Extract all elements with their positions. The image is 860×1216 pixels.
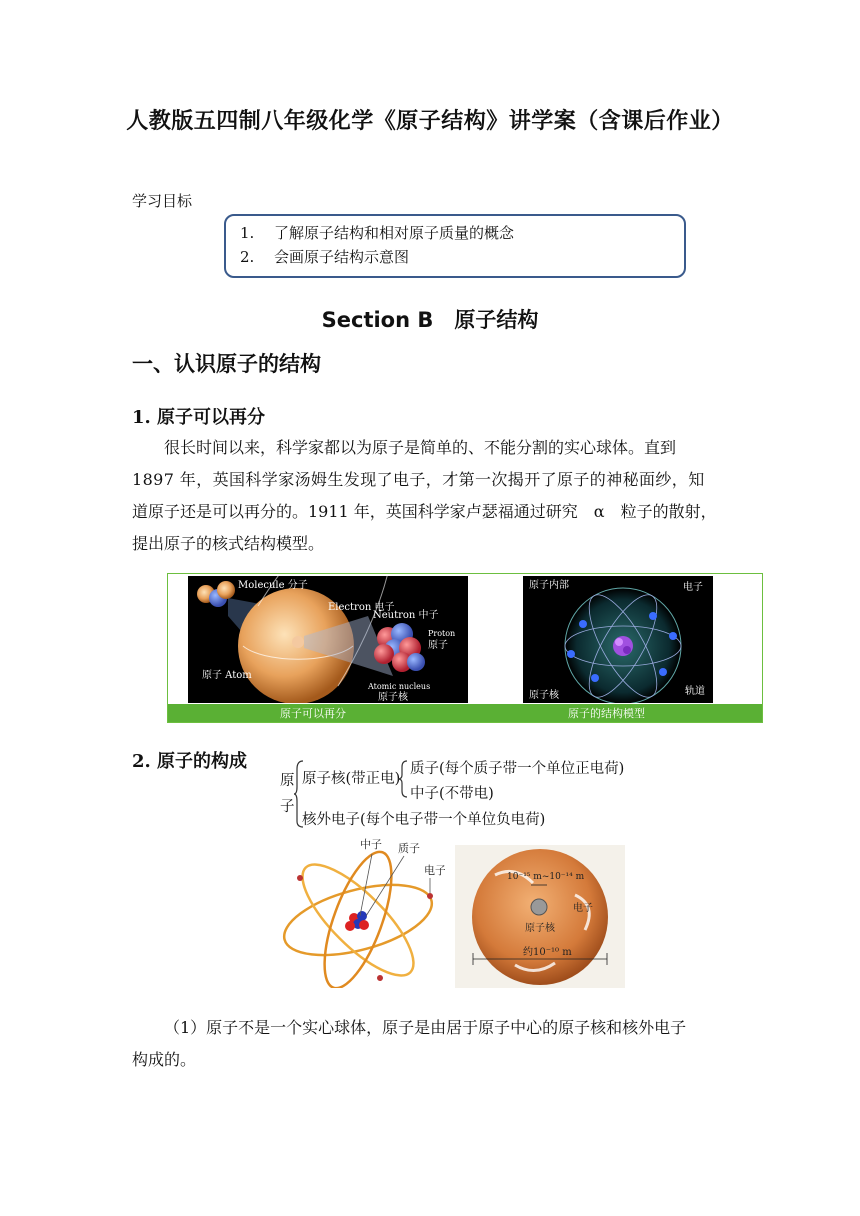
objective-item: 2. 会画原子结构示意图 (240, 248, 410, 266)
nucleus-label: Atomic nucleus (368, 682, 431, 691)
paragraph-2: （1）原子不是一个实心球体，原子是由居于原子中心的原子核和核外电子 构成的。 (132, 1018, 687, 1069)
atom-composition-scheme (280, 757, 660, 837)
neutron-label: Neutron 中子 (373, 610, 439, 621)
section-title: Section B 原子结构 (321, 308, 539, 332)
neutron-label: 中子 (360, 838, 382, 851)
objective-item: 1. 了解原子结构和相对原子质量的概念 (240, 224, 515, 242)
heading-1: 一、认识原子的结构 (132, 351, 321, 376)
brace-icon (398, 759, 408, 799)
nucleus-cn-label: 原子核 (378, 692, 408, 703)
molecule-label: Molecule 分子 (238, 580, 308, 591)
electron-label: 电子 (424, 864, 445, 877)
proton-cn-label: 原子 (428, 640, 448, 651)
scheme-root-bottom: 子 (280, 799, 295, 815)
scheme-nucleus: 原子核(带正电) (302, 771, 401, 787)
atom-label: 原子 Atom (202, 670, 252, 681)
electron-label: 电子 (573, 903, 593, 914)
figure-left-panel (188, 576, 468, 703)
electron-label: Electron 电子 (328, 602, 395, 613)
caption-left: 原子可以再分 (280, 707, 346, 720)
scheme-electron: 核外电子(每个电子带一个单位负电荷) (302, 812, 546, 828)
objectives-label: 学习目标 (132, 192, 193, 210)
caption-right: 原子的结构模型 (568, 707, 645, 720)
atom-illustration (188, 576, 468, 703)
scheme-neutron: 中子(不带电) (410, 786, 494, 802)
figure-atom-size (455, 845, 625, 988)
diameter-label: 约10⁻¹⁰ m (523, 947, 572, 958)
nucleus-label: 原子核 (529, 690, 559, 701)
figure-bohr-model (280, 838, 445, 988)
paragraph-1: 很长时间以来，科学家都以为原子是简单的、不能分割的实心球体。直到 1897 年，英国科学家汤姆生发现了电子，才第一次揭开了原子的神秘面纱，知 道原子还是可以再分的。1911 年，英国科学家卢瑟福通过研究 α 粒子的散射， 提出原子的核式结构模型。 (132, 438, 717, 553)
orbit-label: 轨道 (685, 686, 705, 697)
figure-atom-divisible (167, 573, 763, 723)
figure-right-panel (523, 576, 713, 703)
objectives-box (224, 214, 686, 278)
subheading-1: 1. 原子可以再分 (132, 407, 266, 428)
scheme-proton: 质子(每个质子带一个单位正电荷) (410, 761, 625, 777)
figure-caption-bar (168, 704, 762, 722)
nucleus-size-label: 10⁻¹⁵ m~10⁻¹⁴ m (507, 872, 585, 882)
electron-label: 电子 (683, 582, 703, 593)
inside-label: 原子内部 (529, 580, 569, 591)
nucleus-label: 原子核 (525, 923, 555, 934)
scheme-root-top: 原 (280, 773, 295, 789)
proton-label: 质子 (398, 842, 420, 855)
document-title: 人教版五四制八年级化学《原子结构》讲学案（含课后作业） (126, 108, 734, 134)
atom-model-illustration (523, 576, 713, 703)
subheading-2: 2. 原子的构成 (132, 751, 248, 772)
proton-label: Proton (428, 629, 456, 638)
